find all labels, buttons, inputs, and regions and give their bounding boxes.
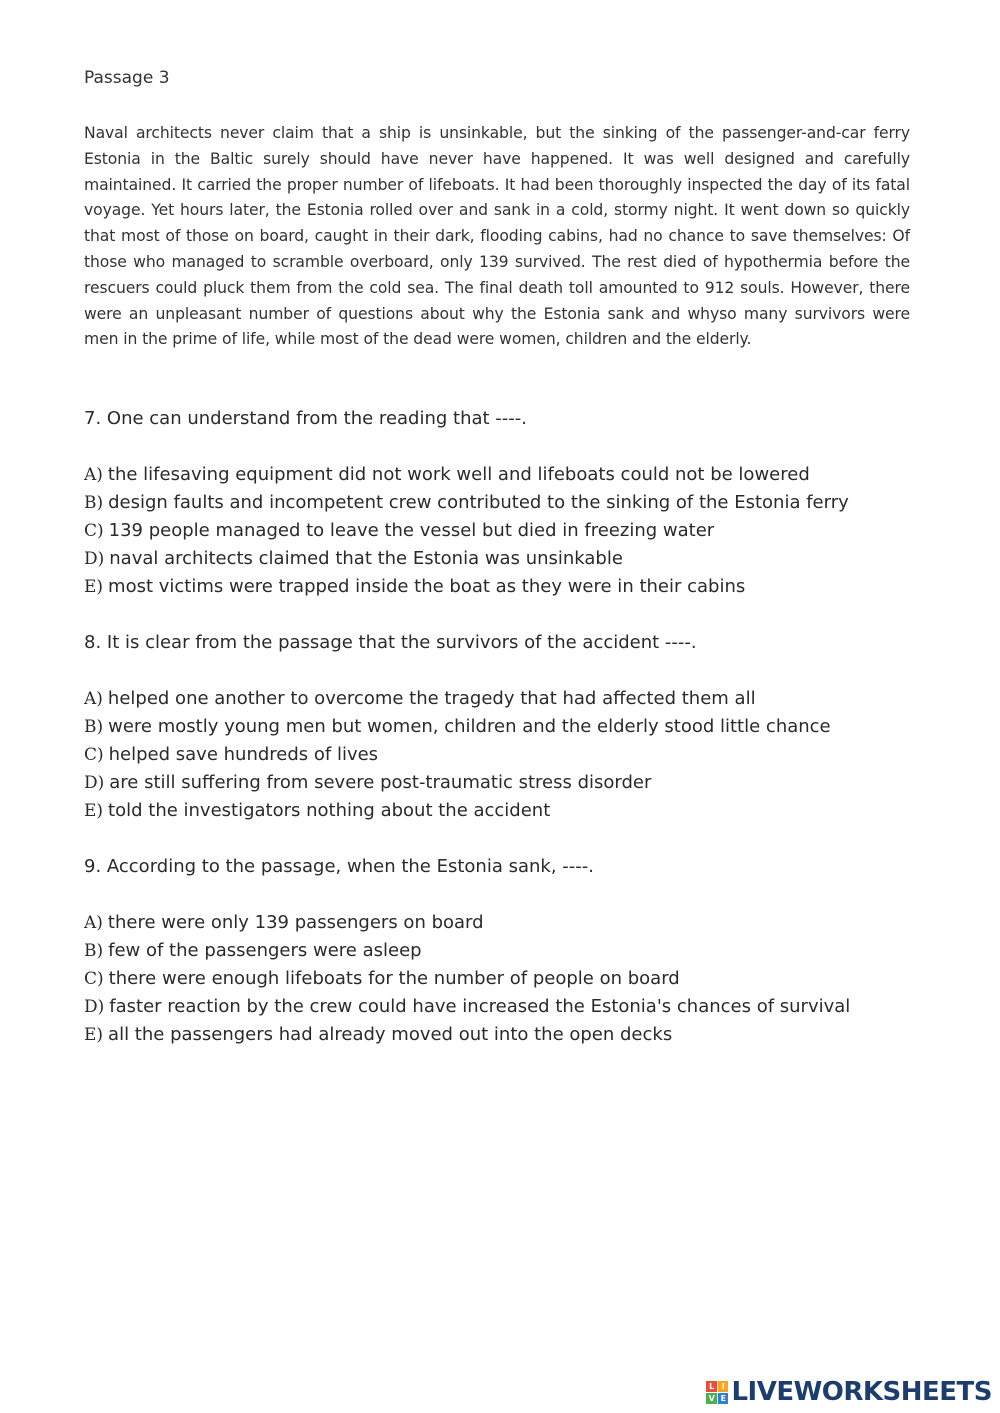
option-text: there were enough lifeboats for the number of people on board — [108, 968, 680, 989]
option-text: are still suffering from severe post-traumatic stress disorder — [109, 772, 652, 793]
liveworksheets-logo[interactable] — [706, 1377, 992, 1407]
option-a[interactable] — [84, 909, 984, 937]
option-text: 139 people managed to leave the vessel but died in freezing water — [108, 520, 715, 541]
option-letter: C) — [84, 521, 104, 541]
option-e[interactable] — [84, 1021, 984, 1049]
option-b[interactable] — [84, 713, 984, 741]
question-9 — [84, 853, 984, 1049]
passage-title: Passage 3 — [84, 68, 170, 88]
option-text: helped save hundreds of lives — [108, 744, 379, 765]
option-text: design faults and incompetent crew contributed to the sinking of the Estonia ferry — [108, 492, 849, 513]
option-letter: C) — [84, 745, 104, 765]
option-d[interactable] — [84, 545, 984, 573]
option-letter: A) — [84, 465, 103, 485]
answer-options — [84, 461, 984, 601]
option-letter: A) — [84, 913, 103, 933]
logo-tile: I — [718, 1381, 729, 1392]
option-c[interactable] — [84, 741, 984, 769]
option-text: there were only 139 passengers on board — [107, 912, 484, 933]
liveworksheets-icon — [706, 1381, 728, 1403]
option-text: the lifesaving equipment did not work well and lifeboats could not be lowered — [107, 464, 810, 485]
option-e[interactable] — [84, 797, 984, 825]
option-letter: D) — [84, 549, 105, 569]
option-text: few of the passengers were asleep — [108, 940, 422, 961]
option-text: told the investigators nothing about the accident — [108, 800, 551, 821]
question-stem: 9. According to the passage, when the Estonia sank, ----. — [84, 856, 594, 877]
option-letter: B) — [84, 493, 104, 513]
option-letter: C) — [84, 969, 104, 989]
option-c[interactable] — [84, 965, 984, 993]
option-d[interactable] — [84, 993, 984, 1021]
logo-tile: L — [706, 1381, 717, 1392]
option-c[interactable] — [84, 517, 984, 545]
option-d[interactable] — [84, 769, 984, 797]
passage-text: Naval architects never claim that a ship is unsinkable, but the sinking of the passenger-and-car ferry Estonia in the Baltic surely should have never have happened. It was well designed and carefully maintained. It carried the proper number of lifeboats. It had been thoroughly inspected the day of its fatal voyage. Yet hours later, the Estonia rolled over and sank in a cold, stormy night. It went down so quickly that most of those on board, caught in their dark, flooding cabins, had no chance to save themselves: Of those who managed to scramble overboard, only 139 survived. The rest died of hypothermia before the rescuers could pluck them from the cold sea. The final death toll amounted to 912 souls. However, there were an unpleasant number of questions about why the Estonia sank and whyso many survivors were men in the prime of life, while most of the dead were women, children and the elderly. — [84, 124, 910, 349]
option-letter: B) — [84, 941, 104, 961]
question-7 — [84, 405, 984, 601]
answer-options — [84, 909, 984, 1049]
option-e[interactable] — [84, 573, 984, 601]
option-a[interactable] — [84, 685, 984, 713]
option-letter: D) — [84, 997, 105, 1017]
option-text: most victims were trapped inside the boat as they were in their cabins — [108, 576, 746, 597]
logo-text: LIVEWORKSHEETS — [731, 1377, 992, 1407]
answer-options — [84, 685, 984, 825]
option-letter: E) — [84, 577, 104, 597]
option-text: faster reaction by the crew could have increased the Estonia's chances of survival — [109, 996, 851, 1017]
option-b[interactable] — [84, 489, 984, 517]
question-8 — [84, 629, 984, 825]
question-stem: 7. One can understand from the reading that ----. — [84, 408, 528, 429]
logo-tile: E — [718, 1393, 729, 1404]
option-text: were mostly young men but women, children and the elderly stood little chance — [108, 716, 831, 737]
question-stem: 8. It is clear from the passage that the survivors of the accident ----. — [84, 632, 697, 653]
option-letter: D) — [84, 773, 105, 793]
option-letter: B) — [84, 717, 104, 737]
option-text: naval architects claimed that the Estonia was unsinkable — [109, 548, 623, 569]
option-a[interactable] — [84, 461, 984, 489]
option-text: helped one another to overcome the tragedy that had affected them all — [107, 688, 756, 709]
option-letter: A) — [84, 689, 103, 709]
option-text: all the passengers had already moved out into the open decks — [108, 1024, 673, 1045]
logo-tile: V — [706, 1393, 717, 1404]
option-letter: E) — [84, 1025, 104, 1045]
option-letter: E) — [84, 801, 104, 821]
option-b[interactable] — [84, 937, 984, 965]
